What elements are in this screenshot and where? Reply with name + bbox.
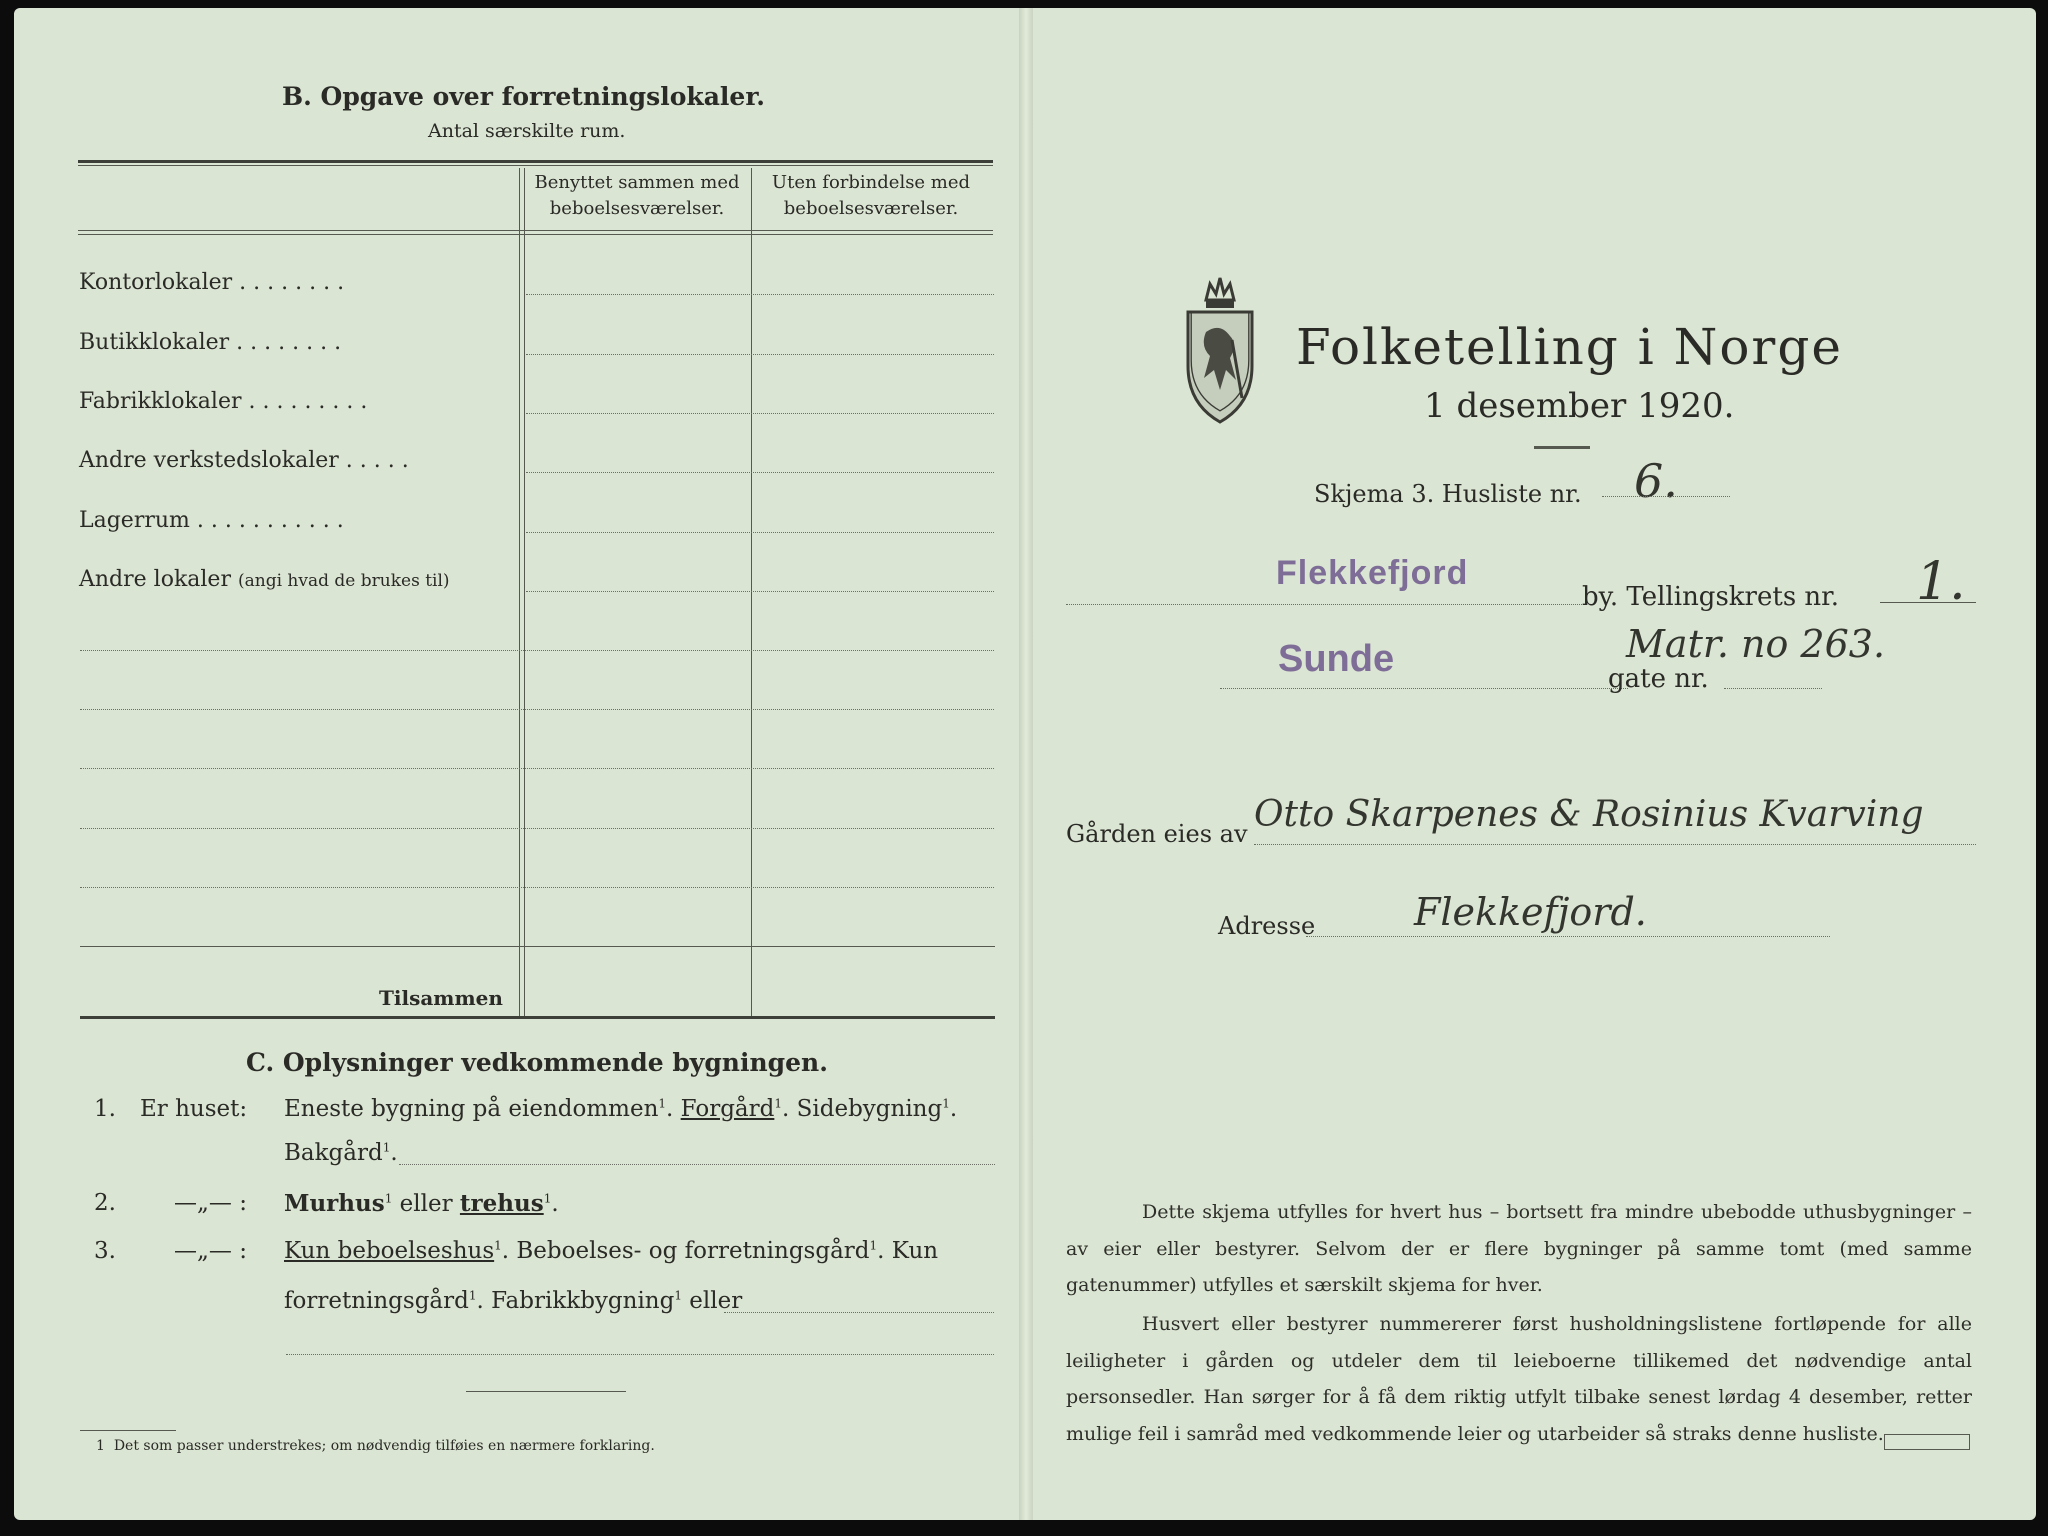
center-fold [1019,8,1033,1520]
row-line-5 [526,532,994,533]
row-line-8 [80,709,994,710]
printer-mark [1884,1434,1970,1450]
section-c-title: C. Oplysninger vedkommende bygningen. [246,1048,828,1077]
total-label: Tilsammen [379,986,503,1010]
row-line-1 [526,294,994,295]
item-1-label: Er huset: [140,1096,248,1122]
item-1-fill-line [399,1164,995,1165]
column-divider-1 [519,168,520,1018]
krets-line [1880,602,1976,603]
item-1-options: Eneste bygning på eiendommen$^1$. Forgård$^1$. Sidebygning$^1$. [284,1096,958,1122]
total-bottom-rule [80,1016,995,1019]
coat-of-arms-icon [1180,270,1260,430]
item-2-number: 2. [94,1190,116,1216]
item-3-options: Kun beboelseshus$^1$. Beboelses- og forretningsgård$^1$. Kun [284,1238,939,1264]
column-divider-1b [524,168,525,1018]
item-2-options: Murhus$^1$ eller trehus$^1$. [284,1190,559,1217]
row-label-kontor: Kontorlokaler . . . . . . . . [79,270,345,295]
item-3-fill-line-2 [286,1354,994,1355]
street-stamp: Sunde [1278,638,1395,680]
title-rule [1534,446,1590,449]
item-2-ditto: —„— : [174,1190,247,1216]
matrikkel-number: Matr. no 263. [1626,622,1886,666]
schema-label: Skjema 3. Husliste nr. [1314,480,1582,508]
husliste-line [1602,496,1730,497]
town-stamp: Flekkefjord [1276,554,1469,592]
footnote-rule [80,1430,176,1431]
total-top-rule [80,946,995,947]
row-label-lager: Lagerrum . . . . . . . . . . . [79,508,344,533]
row-line-4 [526,472,994,473]
item-1-option-bakgard: Bakgård$^1$. [284,1140,398,1166]
row-label-butikk: Butikklokaler . . . . . . . . [79,330,342,355]
row-line-6 [526,591,994,592]
row-line-11 [80,887,994,888]
row-line-2 [526,354,994,355]
section-b-subtitle: Antal særskilte rum. [428,120,626,142]
by-label: by. Tellingskrets nr. [1582,582,1840,612]
item-3-fill-line [724,1312,994,1313]
item-1-number: 1. [94,1096,116,1122]
column-header-separate: Uten forbindelse med beboelsesværelser. [771,172,971,219]
section-c-end-rule [466,1391,626,1392]
address-line [1306,936,1830,937]
footnote: 1 Det som passer understrekes; om nødvendig tilføies en nærmere forklaring. [96,1438,655,1454]
header-bottom-rule [78,230,993,231]
row-line-7 [80,650,994,651]
owner-line [1254,844,1976,845]
column-header-shared: Benyttet sammen med beboelsesværelser. [534,172,740,219]
instructions-paragraph-1: Dette skjema utfylles for hvert hus – bortsett fra mindre ubebodde uthusbygninger – av eier eller bestyrer. Selvom der er flere bygninger på samme tomt (med samme gatenummer) utfylles et særskilt skjema for hver. [1066,1201,1972,1296]
town-line [1066,604,1586,605]
row-label-andre: Andre lokaler (angi hvad de brukes til) [79,567,450,592]
address-label: Adresse [1218,912,1316,940]
section-b-title: B. Opgave over forretningslokaler. [282,82,765,111]
item-3-number: 3. [94,1238,116,1264]
column-divider-2 [751,168,752,1018]
row-line-3 [526,413,994,414]
address-value: Flekkefjord. [1414,890,1647,934]
header-bottom-rule-2 [78,234,993,235]
form-title: Folketelling i Norge [1296,318,1843,376]
table-top-rule-thin [78,165,993,166]
husliste-number: 6. [1634,454,1678,508]
owner-name: Otto Skarpenes & Rosinius Kvarving [1254,794,1924,835]
item-3-options-cont: forretningsgård$^1$. Fabrikkbygning$^1$ eller [284,1288,743,1314]
street-line [1220,688,1628,689]
gate-line [1724,688,1822,689]
row-label-fabrikk: Fabrikklokaler . . . . . . . . . [79,389,368,414]
table-top-rule [78,160,993,163]
row-line-10 [80,828,994,829]
form-date: 1 desember 1920. [1424,386,1735,426]
gate-label: gate nr. [1608,664,1709,694]
census-form-page [14,8,2036,1520]
row-label-verksted: Andre verkstedslokaler . . . . . [79,448,409,473]
item-3-ditto: —„— : [174,1238,247,1264]
instructions-paragraph-2: Husvert eller bestyrer nummererer først husholdningslistene fortløpende for alle leiligheter i gården og utdeler dem til leieboerne tillikemed det nødvendige antal personsedler. Han sørger for å få dem riktig utfylt tilbake senest lørdag 4 desember, retter mulige feil i samråd med vedkommende leier og utarbeider så straks denne husliste. [1066,1313,1972,1445]
tellingskrets-number: 1. [1916,552,1966,612]
owner-label: Gården eies av [1066,820,1248,848]
row-line-9 [80,768,994,769]
